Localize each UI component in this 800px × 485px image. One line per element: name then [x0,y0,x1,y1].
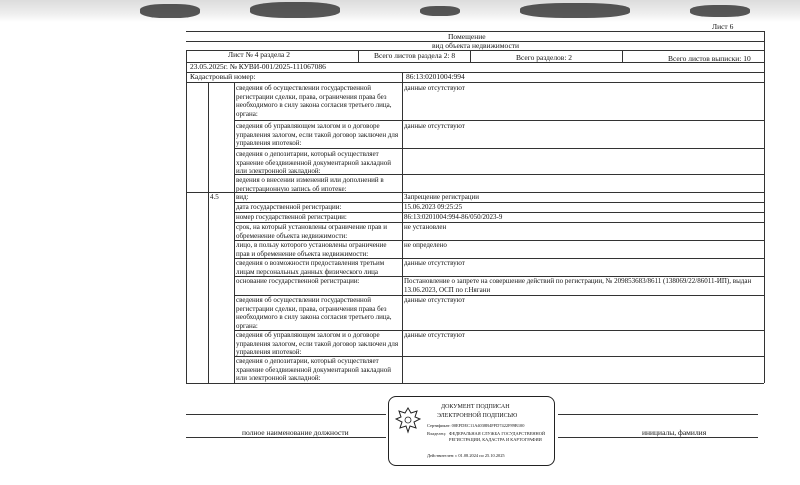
table-border [186,50,187,383]
table-border [208,82,209,383]
row-label: сведения о депозитарии, который осуществляет хранение обездвиженной документарной закладной или электронной закладной: [236,150,392,175]
total-sheets-extract: Всего листов выписки: 10 [668,54,751,63]
rule [234,174,764,175]
stamp-line1: ДОКУМЕНТ ПОДПИСАН [441,404,510,410]
row-label: основание государственной регистрации: [236,277,360,285]
object-kind: вид объекта недвижимости [432,41,520,50]
name-field [558,414,758,438]
row-label: сведения об осуществлении государственной регистрации сделки, права, ограничения права без необходимого в силу закона согласия третьего лица, органа: [236,296,392,330]
stamp-owner: ФЕДЕРАЛЬНАЯ СЛУЖБА ГОСУДАРСТВЕННОЙ РЕГИСТРАЦИИ, КАДАСТРА И КАРТОГРАФИИ [449,431,546,442]
row-label: сведения об управляющем залогом и о договоре управления залогом, если такой договор заключен для управления ипотекой: [236,122,399,147]
row-value: Постановление о запрете на совершение действий по регистрации, № 209853683/8611 (138069/22/86011-ИП), выдан 13.06.2023, ОСП по г.Нягани [404,277,752,294]
row-label: сведения о депозитарии, который осуществляет хранение обездвиженной документарной закладной или электронной закладной: [236,357,392,382]
row-label: вид: [236,193,249,201]
scan-blot [520,3,630,18]
name-label: инициалы, фамилия [642,428,707,437]
row-value: не определено [404,241,447,249]
row-value: 15.06.2023 09:25:25 [404,203,463,211]
section-title: Помещение [448,32,486,41]
scan-blot [690,5,750,17]
cadastral-label: Кадастровый номер: [190,72,256,81]
row-value: данные отсутствуют [404,122,465,130]
scan-blot [140,4,200,18]
row-label: сведения о возможности предоставления третьим лицам персональных данных физического лица [236,259,385,276]
stamp-owner-prefix: Владелец: [427,431,446,436]
row-label: срок, на который установлены ограничение прав и обременение объекта недвижимости: [236,223,387,240]
electronic-signature-stamp [388,396,555,466]
scan-blot [250,2,340,18]
row-value: Запрещение регистрации [404,193,480,201]
row-label: номер государственной регистрации: [236,213,347,221]
row-value: данные отсутствуют [404,84,465,92]
row-label: лицо, в пользу которого установлены ограничение прав и обременение объекта недвижимости: [236,241,387,258]
cadastral-number: 86:13:0201004:994 [406,72,465,81]
eagle-emblem-icon [395,405,421,435]
total-sheets-section: Всего листов раздела 2: 8 [374,51,456,60]
row-value: данные отсутствуют [404,331,465,339]
position-label: полное наименование должности [242,428,349,437]
row-label: сведения об осуществлении государственной регистрации сделки, права, ограничения права без необходимого в силу закона согласия третьего лица, органа: [236,84,392,118]
rule [186,72,764,73]
total-sections: Всего разделов: 2 [516,53,573,62]
scan-blot [420,6,460,16]
row-label: ведения о внесении изменений или дополнений в регистрационную запись об ипотеке: [236,176,384,193]
row-value: данные отсутствуют [404,259,465,267]
stamp-validity: Действителен: с 01.08.2024 по 25.10.2025 [427,453,505,458]
scan-shadow [0,0,800,22]
block-number: 4.5 [210,193,219,201]
row-value: не установлен [404,223,447,231]
table-border [764,31,765,383]
rule [186,82,764,83]
stamp-line2: ЭЛЕКТРОННОЙ ПОДПИСЬЮ [437,413,518,419]
table-border [470,50,471,62]
row-value: данные отсутствуют [404,296,465,304]
row-value: 86:13:0201004:994-86/050/2023-9 [404,213,503,221]
extract-ref: 23.05.2025г. № КУВИ-001/2025-111067086 [190,62,326,71]
row-label: дата государственной регистрации: [236,203,342,211]
rule [234,120,764,121]
position-field [186,414,386,438]
row-label: сведения об управляющем залогом и о договоре управления залогом, если такой договор заключен для управления ипотекой: [236,331,399,356]
rule [234,148,764,149]
table-border [622,50,623,62]
table-border [358,50,359,62]
rule [186,383,764,384]
sheet-label: Лист 6 [712,22,734,31]
sheet-of-section: Лист № 4 раздела 2 [228,50,290,59]
stamp-cert: Сертификат: 00EFDEC11A4038B4FFD7422F89B100 [427,423,525,428]
